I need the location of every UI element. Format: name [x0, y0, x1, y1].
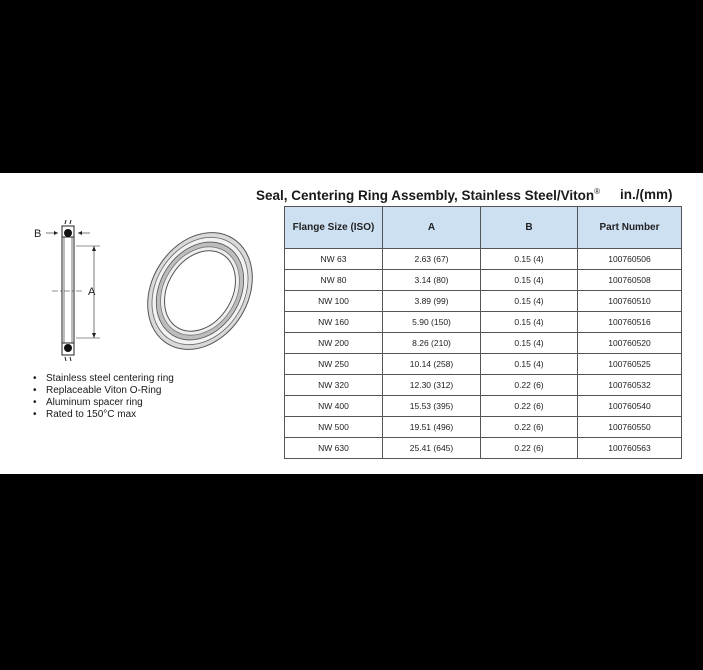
centering-ring-image	[126, 213, 273, 369]
cell-b: 0.22 (6)	[481, 375, 578, 396]
cell-part-number: 100760550	[578, 417, 682, 438]
cell-a: 3.89 (99)	[383, 291, 481, 312]
cell-flange-size: NW 250	[285, 354, 383, 375]
cell-b: 0.22 (6)	[481, 396, 578, 417]
cell-b: 0.15 (4)	[481, 333, 578, 354]
cell-flange-size: NW 80	[285, 270, 383, 291]
cell-flange-size: NW 630	[285, 438, 383, 459]
cell-b: 0.22 (6)	[481, 417, 578, 438]
cell-part-number: 100760540	[578, 396, 682, 417]
units-label: in./(mm)	[620, 187, 673, 202]
cell-part-number: 100760516	[578, 312, 682, 333]
table-row	[285, 438, 682, 459]
cell-a: 25.41 (645)	[383, 438, 481, 459]
cell-b: 0.15 (4)	[481, 291, 578, 312]
cell-flange-size: NW 160	[285, 312, 383, 333]
cell-flange-size: NW 500	[285, 417, 383, 438]
cell-part-number: 100760520	[578, 333, 682, 354]
feature-item: • Aluminum spacer ring	[33, 397, 174, 409]
registered-mark: ®	[594, 187, 601, 196]
feature-item: • Stainless steel centering ring	[33, 373, 174, 385]
cell-part-number: 100760532	[578, 375, 682, 396]
cell-a: 5.90 (150)	[383, 312, 481, 333]
specifications-table	[284, 206, 682, 459]
header-flange-size: Flange Size (ISO)	[285, 207, 383, 249]
product-panel	[0, 173, 703, 474]
cell-b: 0.22 (6)	[481, 438, 578, 459]
table-row	[285, 354, 682, 375]
header-part-number: Part Number	[578, 207, 682, 249]
centering-ring-diagram	[0, 173, 280, 373]
cell-part-number: 100760506	[578, 249, 682, 270]
cell-part-number: 100760508	[578, 270, 682, 291]
table-row	[285, 270, 682, 291]
cell-part-number: 100760563	[578, 438, 682, 459]
header-a: A	[383, 207, 481, 249]
dimension-b-label: B	[34, 228, 42, 240]
cell-a: 12.30 (312)	[383, 375, 481, 396]
header-b: B	[481, 207, 578, 249]
cell-a: 2.63 (67)	[383, 249, 481, 270]
cell-flange-size: NW 400	[285, 396, 383, 417]
product-title: Seal, Centering Ring Assembly, Stainless Steel/Viton®	[256, 187, 601, 203]
cell-b: 0.15 (4)	[481, 312, 578, 333]
table-row	[285, 417, 682, 438]
feature-item: • Replaceable Viton O-Ring	[33, 385, 174, 397]
table-row	[285, 291, 682, 312]
cell-part-number: 100760510	[578, 291, 682, 312]
cell-a: 8.26 (210)	[383, 333, 481, 354]
cell-a: 15.53 (395)	[383, 396, 481, 417]
cell-b: 0.15 (4)	[481, 270, 578, 291]
cell-b: 0.15 (4)	[481, 249, 578, 270]
feature-list	[33, 373, 174, 421]
table-row	[285, 333, 682, 354]
cell-flange-size: NW 100	[285, 291, 383, 312]
cell-b: 0.15 (4)	[481, 354, 578, 375]
dimension-a-label: A	[88, 286, 96, 298]
cell-a: 10.14 (258)	[383, 354, 481, 375]
table-row	[285, 396, 682, 417]
cell-a: 19.51 (496)	[383, 417, 481, 438]
cell-a: 3.14 (80)	[383, 270, 481, 291]
cell-part-number: 100760525	[578, 354, 682, 375]
table-row	[285, 312, 682, 333]
cell-flange-size: NW 200	[285, 333, 383, 354]
cell-flange-size: NW 63	[285, 249, 383, 270]
feature-item: • Rated to 150°C max	[33, 409, 174, 421]
table-header-row	[285, 207, 682, 249]
table-row	[285, 375, 682, 396]
cell-flange-size: NW 320	[285, 375, 383, 396]
table-row	[285, 249, 682, 270]
